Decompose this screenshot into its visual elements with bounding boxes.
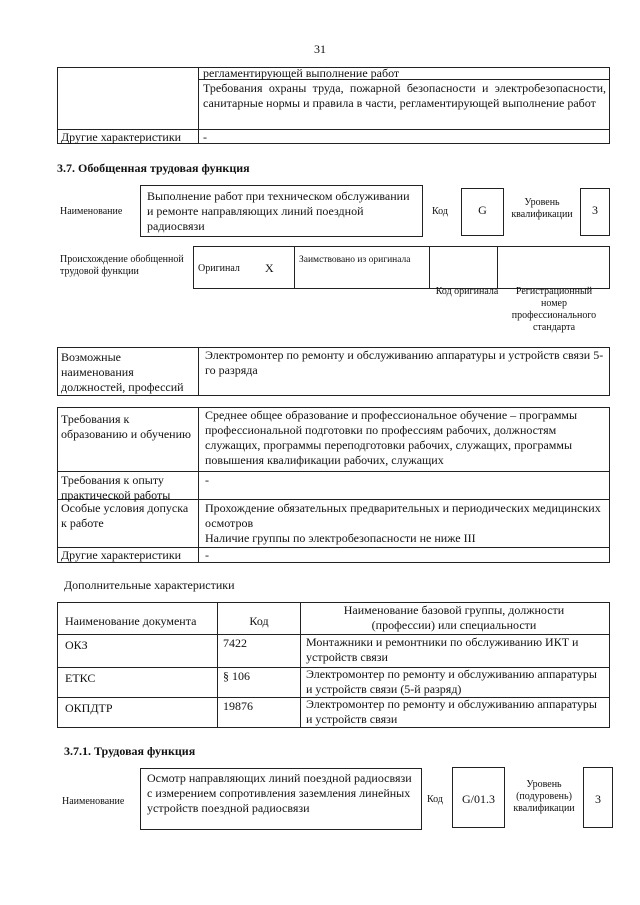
- positions-label: Возможные наименования должностей, профессий: [61, 350, 184, 394]
- section-37-level-label: Уровень квалификации: [511, 197, 573, 220]
- section-371-level-label: Уровень (подуровень) квалификации: [513, 779, 575, 814]
- section-37-code-label: Код: [432, 206, 448, 217]
- top-row3-value: -: [203, 130, 207, 144]
- section-37-code-box: [461, 188, 504, 236]
- section-37-heading: 3.7. Обобщенная трудовая функция: [57, 161, 250, 175]
- additional-row-etks-doc: ЕТКС: [65, 671, 96, 685]
- section-37-code-value: G: [478, 203, 487, 217]
- reg-number-label: Регистрационный номер профессионального стандарта: [511, 286, 597, 333]
- code-original-label: Код оригинала: [435, 286, 499, 297]
- section-37-level-box: [580, 188, 610, 236]
- top-table: [57, 67, 610, 143]
- requirements-table: [57, 407, 610, 563]
- additional-table: [57, 602, 610, 728]
- additional-header-name: Наименование базовой группы, должности (профессии) или специальности: [343, 603, 565, 632]
- section-37-level-value: 3: [592, 203, 598, 217]
- req-admission-value: Прохождение обязательных предварительных и периодических медицинских осмотров: [205, 501, 601, 530]
- section-371-heading: 3.7.1. Трудовая функция: [64, 744, 196, 758]
- positions-value: Электромонтер по ремонту и обслуживанию аппаратуры и устройств связи 5-го разряда: [205, 348, 604, 377]
- borrowed-label: Заимствовано из оригинала: [299, 255, 411, 265]
- section-37-name-label: Наименование: [60, 206, 123, 217]
- req-admission-value2: Наличие группы по электробезопасности не ниже III: [205, 531, 476, 545]
- original-label: Оригинал: [198, 263, 240, 274]
- section-37-name-value: Выполнение работ при техническом обслуживании и ремонте направляющих линий поездной радиосвязи: [147, 189, 410, 233]
- req-experience-value: -: [205, 473, 209, 487]
- req-experience-label: Требования к опыту практической работы: [61, 473, 171, 502]
- additional-header-doc: Наименование документа: [65, 614, 197, 628]
- additional-row-okz-doc: ОКЗ: [65, 638, 88, 652]
- additional-row-okz-code: 7422: [223, 636, 247, 650]
- top-row2-text: Требования охраны труда, пожарной безопасности и электробезопасности, санитарные нормы и правила в части, регламентирующей выполнение работ: [203, 81, 606, 110]
- top-row3-label: Другие характеристики: [61, 130, 182, 144]
- origin-table: [193, 246, 610, 289]
- positions-table: [57, 347, 610, 396]
- section-371-code-value: G/01.3: [462, 792, 495, 806]
- additional-row-etks-name: Электромонтер по ремонту и обслуживанию аппаратуры и устройств связи (5-й разряд): [306, 667, 597, 696]
- additional-row-etks-code: § 106: [223, 669, 250, 683]
- section-371-code-label: Код: [427, 794, 443, 805]
- section-371-level-box: [583, 767, 613, 828]
- page-number: 31: [314, 42, 326, 56]
- section-37-name-box: [140, 185, 423, 237]
- additional-row-okz-name: Монтажники и ремонтники по обслуживанию ИКТ и устройств связи: [306, 635, 579, 664]
- additional-row-okpdtr-doc: ОКПДТР: [65, 701, 113, 715]
- additional-row-okpdtr-name: Электромонтер по ремонту и обслуживанию аппаратуры и устройств связи: [306, 697, 597, 726]
- section-371-code-box: [452, 767, 505, 828]
- section-371-level-value: 3: [595, 792, 601, 806]
- additional-heading: Дополнительные характеристики: [64, 578, 235, 592]
- section-371-name-box: [140, 768, 422, 830]
- additional-row-okpdtr-code: 19876: [223, 699, 253, 713]
- req-education-label: Требования к образованию и обучению: [61, 412, 191, 441]
- req-other-label: Другие характеристики: [61, 548, 182, 562]
- req-other-value: -: [205, 548, 209, 562]
- top-row1-text: регламентирующей выполнение работ: [203, 66, 400, 80]
- section-371-name-label: Наименование: [62, 796, 125, 807]
- origin-label: Происхождение обобщенной трудовой функции: [60, 254, 184, 277]
- original-mark: X: [265, 261, 274, 275]
- req-admission-label: Особые условия допуска к работе: [61, 501, 189, 530]
- additional-header-code: Код: [249, 614, 269, 628]
- section-371-name-value: Осмотр направляющих линий поездной радиосвязи с измерением сопротивления заземления линейных устройств поездной радиосвязи: [147, 771, 412, 815]
- req-education-value: Среднее общее образование и профессиональное обучение – программы профессиональной подготовки по профессиям рабочих, должностям служащих, программы переподготовки рабочих, служащих, программы повышения квалификации рабочих, служащих: [205, 408, 578, 467]
